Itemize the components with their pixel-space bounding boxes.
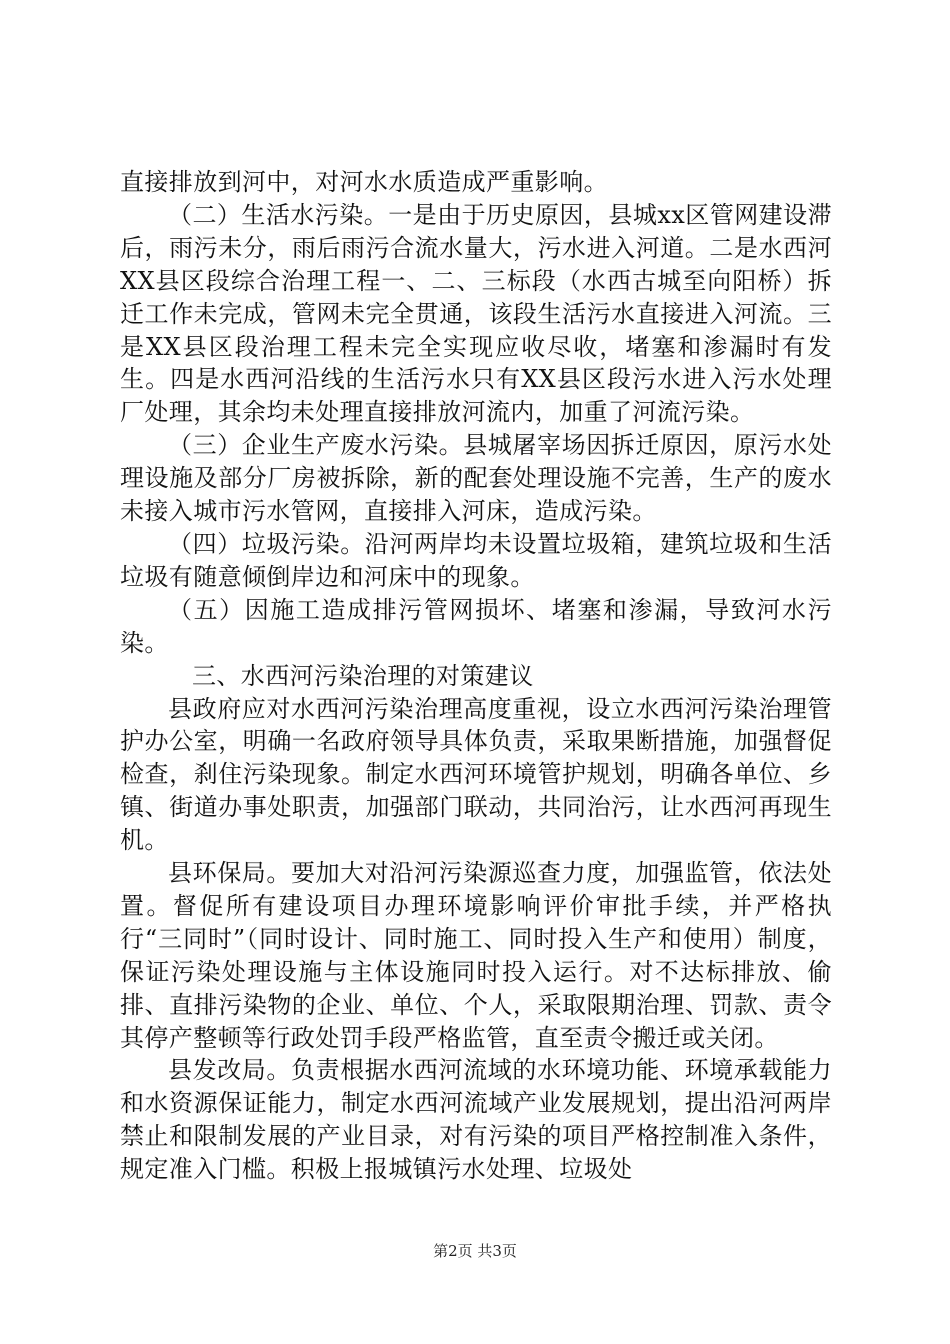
page-number-footer: 第2页 共3页 [433,1242,517,1260]
paragraph-continuation: 直接排放到河中，对河水水质造成严重影响。 [120,168,608,196]
paragraph-construction-damage: （五）因施工造成排污管网损坏、堵塞和渗漏，导致河水污染。 [120,595,832,657]
paragraph-domestic-water-pollution: （二）生活水污染。一是由于历史原因，县城xx区管网建设滞后，雨污未分，雨后雨污合流水量大，污水进入河道。二是水西河XX县区段综合治理工程一、二、三标段（水西古城至向阳桥）拆迁工作未完成，管网未完全贯通，该段生活污水直接进入河流。三是XX县区段治理工程未完全实现应收尽收，堵塞和渗漏时有发生。四是水西河沿线的生活污水只有XX县区段污水进入污水处理厂处理，其余均未处理直接排放河流内，加重了河流污染。 [120,200,832,427]
section-heading-countermeasures: 三、水西河污染治理的对策建议 [192,661,534,690]
paragraph-development-bureau: 县发改局。负责根据水西河流域的水环境功能、环境承载能力和水资源保证能力，制定水西河流域产业发展规划，提出沿河两岸禁止和限制发展的产业目录，对有污染的项目严格控制准入条件，规定准入门槛。积极上报城镇污水处理、垃圾处 [120,1056,832,1184]
document-body [120,166,832,1186]
paragraph-garbage-pollution: （四）垃圾污染。沿河两岸均未设置垃圾箱，建筑垃圾和生活垃圾有随意倾倒岸边和河床中的现象。 [120,529,832,591]
paragraph-industrial-wastewater: （三）企业生产废水污染。县城屠宰场因拆迁原因，原污水处理设施及部分厂房被拆除，新的配套处理设施不完善，生产的废水未接入城市污水管网，直接排入河床，造成污染。 [120,431,832,526]
paragraph-county-government: 县政府应对水西河污染治理高度重视，设立水西河污染治理管护办公室，明确一名政府领导具体负责，采取果断措施，加强督促检查，刹住污染现象。制定水西河环境管护规划，明确各单位、乡镇、街道办事处职责，加强部门联动，共同治污，让水西河再现生机。 [120,694,832,855]
paragraph-environmental-bureau: 县环保局。要加大对沿河污染源巡查力度，加强监管，依法处置。督促所有建设项目办理环境影响评价审批手续，并严格执行“三同时”（同时设计、同时施工、同时投入生产和使用）制度，保证污染处理设施与主体设施同时投入运行。对不达标排放、偷排、直排污染物的企业、单位、个人，采取限期治理、罚款、责令其停产整顿等行政处罚手段严格监管，直至责令搬迁或关闭。 [120,859,832,1052]
